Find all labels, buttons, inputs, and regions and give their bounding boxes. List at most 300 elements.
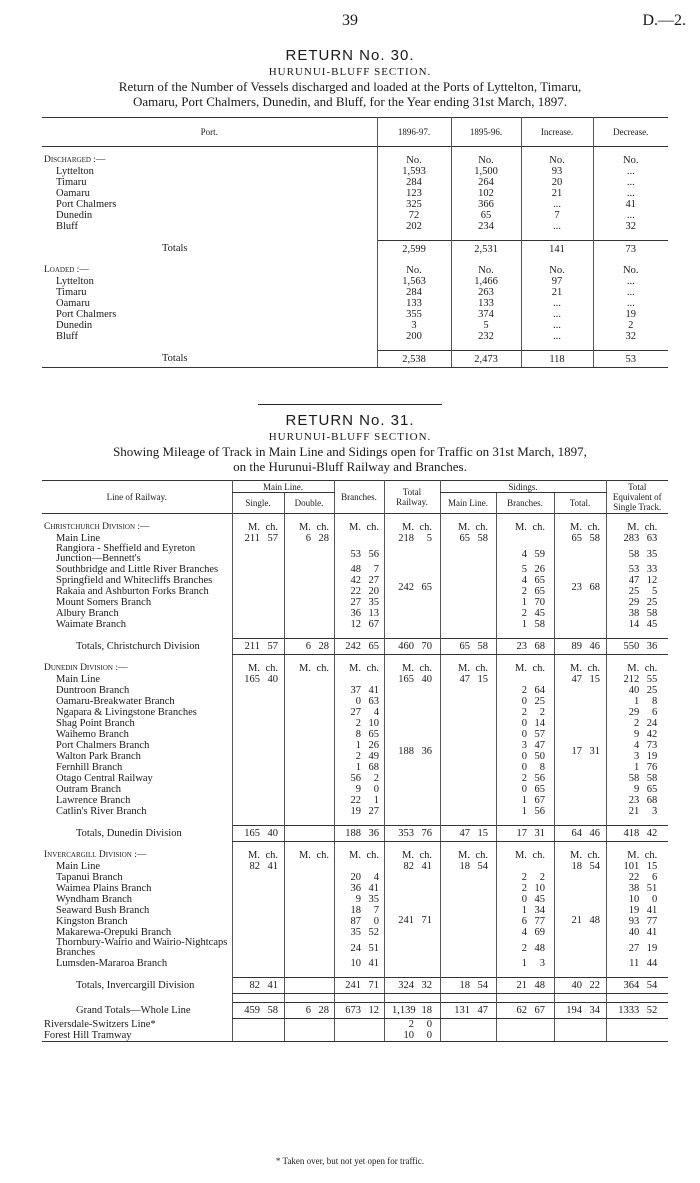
miles-value: 418 (623, 828, 640, 839)
chains-value: 3 (652, 806, 658, 817)
mileage-cell (496, 916, 554, 927)
miles-value: 242 (398, 581, 414, 593)
port-name: Bluff (56, 221, 78, 232)
port-name: Dunedin (56, 320, 93, 331)
miles-value: 1 (355, 740, 361, 751)
miles-value: 364 (623, 980, 640, 991)
mileage-cell (606, 905, 668, 916)
miles-value: 4 (521, 575, 527, 586)
value-y96: 1,466 (451, 276, 521, 287)
mileage-cell (232, 806, 284, 817)
spacer-cell (606, 655, 668, 664)
chains-value: 51 (368, 942, 379, 954)
miles-value: 38 (628, 883, 640, 894)
miles-value: 0 (521, 729, 527, 740)
grand-s_main (440, 1003, 496, 1019)
spacer-cell (451, 232, 521, 241)
mileage-cell (232, 751, 284, 762)
chains-value: 41 (267, 980, 278, 991)
mileage-cell (606, 619, 668, 630)
mileage-cell (232, 894, 284, 905)
table-row (42, 199, 668, 210)
spacer-cell (521, 232, 593, 241)
spacer-cell (42, 817, 232, 826)
mileage-cell (334, 795, 384, 806)
miles-value: 211 (244, 533, 260, 544)
chains-value: 2 (373, 773, 379, 784)
mileage-cell (232, 685, 284, 696)
chains-value: 73 (646, 740, 658, 751)
chains-unit: ch. (532, 850, 545, 861)
value-inc: 97 (521, 276, 593, 287)
chains-value: 58 (646, 773, 658, 784)
spacer-cell (384, 817, 440, 826)
return-30-description (0, 79, 700, 109)
total-single (232, 639, 284, 655)
mileage-cell (606, 751, 668, 762)
value-inc: 21 (521, 287, 593, 298)
col-single: Single. (232, 493, 284, 514)
mileage-cell (606, 894, 668, 905)
miles-value: 0 (521, 784, 527, 795)
miles-value: 241 (398, 915, 414, 926)
chains-value: 33 (646, 564, 658, 575)
line-name: Catlin's River Branch (56, 805, 147, 817)
return-30-table (42, 117, 668, 368)
mileage-cell (232, 773, 284, 784)
miles-unit: M. (248, 663, 260, 674)
miles-value: 53 (628, 564, 640, 575)
miles-value: 47 (571, 674, 582, 685)
miles-value: 23 (516, 641, 527, 652)
return-31-title: RETURN No. 31. (285, 412, 415, 429)
mileage-cell (284, 608, 334, 619)
mileage-cell (606, 696, 668, 707)
empty-cell (440, 1019, 496, 1031)
spacer-row (42, 969, 668, 978)
spacer-cell (42, 969, 232, 978)
miles-value: 29 (628, 707, 640, 718)
units-cell: No. (593, 265, 668, 276)
mileage-cell (606, 674, 668, 685)
miles-value: 27 (350, 707, 361, 718)
spacer-row (42, 257, 668, 265)
units-cell (284, 663, 334, 674)
table-row (42, 298, 668, 309)
line-name: Albury Branch (56, 607, 119, 619)
miles-value: 65 (571, 533, 582, 544)
chains-unit: ch. (532, 663, 545, 674)
empty-cell (606, 1019, 668, 1031)
chains-value: 26 (534, 564, 545, 575)
spacer-cell (284, 842, 334, 851)
mileage-cell (334, 544, 384, 564)
mileage-cell (284, 861, 334, 872)
chains-value: 1 (373, 795, 379, 806)
spacer-cell (42, 994, 232, 1003)
mileage-cell (334, 883, 384, 894)
port-name: Bluff (56, 331, 78, 342)
chains-value: 48 (534, 942, 545, 954)
spacer-cell (440, 994, 496, 1003)
miles-value: 36 (350, 883, 361, 894)
total-branches (334, 978, 384, 994)
return-30-desc-line2: Oamaru, Port Chalmers, Dunedin, and Bluff, for the Year ending 31st March, 1897. (132, 94, 568, 109)
spacer-cell (284, 969, 334, 978)
mileage-cell (232, 927, 284, 938)
chains-value: 48 (534, 980, 545, 991)
table-row (42, 861, 668, 872)
sidings-branch-total-cell (554, 685, 606, 817)
col-sidings-total: Total. (554, 493, 606, 514)
miles-unit: M. (458, 522, 470, 533)
grand-single (232, 1003, 284, 1019)
empty-cell (284, 1030, 334, 1042)
chains-value: 10 (368, 718, 379, 729)
spacer-cell (440, 630, 496, 639)
table-row (42, 166, 668, 177)
mileage-cell (232, 958, 284, 969)
chains-value: 41 (368, 883, 379, 894)
mileage-cell (334, 586, 384, 597)
mileage-cell (606, 872, 668, 883)
mileage-cell (232, 575, 284, 586)
empty-cell (440, 685, 496, 817)
value-dec: 32 (593, 221, 668, 232)
total-s_br (496, 826, 554, 842)
sidings-branch-total-cell (554, 544, 606, 630)
spacer-cell (284, 994, 334, 1003)
spacer-cell (42, 147, 377, 156)
total-branches (334, 639, 384, 655)
chains-value: 40 (267, 674, 278, 685)
miles-value: 4 (521, 927, 527, 938)
miles-value: 188 (345, 828, 361, 839)
miles-value: 241 (345, 980, 361, 991)
miles-unit: M. (515, 522, 527, 533)
miles-value: 101 (623, 861, 640, 872)
grand-totals-label: Grand Totals—Whole Line (76, 1005, 191, 1016)
value-inc: ... (521, 331, 593, 342)
mileage-cell (232, 718, 284, 729)
mileage-cell (496, 685, 554, 696)
value-y96: 374 (451, 309, 521, 320)
total-double (284, 639, 334, 655)
chains-unit: ch. (475, 850, 488, 861)
empty-cell (554, 1019, 606, 1031)
spacer-cell (606, 514, 668, 523)
chains-value: 68 (589, 581, 600, 593)
spacer-cell (606, 817, 668, 826)
total-y97: 2,599 (377, 241, 451, 258)
mileage-cell (334, 958, 384, 969)
chains-value: 15 (646, 861, 658, 872)
mileage-cell (284, 685, 334, 696)
miles-value: 0 (521, 718, 527, 729)
mileage-cell (232, 740, 284, 751)
mileage-cell (334, 927, 384, 938)
value-dec: ... (593, 166, 668, 177)
mileage-cell (284, 773, 334, 784)
chains-value: 5 (652, 586, 658, 597)
col-sidings-main-line: Main Line. (440, 493, 496, 514)
chains-value: 34 (534, 905, 545, 916)
chains-value: 19 (646, 751, 658, 762)
chains-value: 36 (646, 641, 658, 652)
mileage-cell (554, 861, 606, 872)
spacer-cell (496, 630, 554, 639)
chains-value: 44 (646, 958, 658, 969)
chains-value: 7 (373, 905, 379, 916)
value-inc: 93 (521, 166, 593, 177)
chains-value: 52 (368, 927, 379, 938)
spacer-cell (377, 147, 451, 156)
chains-value: 32 (421, 980, 432, 991)
value-y97: 325 (377, 199, 451, 210)
mileage-cell (496, 927, 554, 938)
chains-value: 0 (652, 894, 658, 905)
chains-value: 56 (368, 548, 379, 560)
mileage-cell (284, 718, 334, 729)
chains-value: 54 (589, 861, 600, 872)
table-row (42, 177, 668, 188)
mileage-cell (496, 795, 554, 806)
chains-value: 58 (267, 1005, 278, 1016)
spacer-row (42, 232, 668, 241)
value-y96: 5 (451, 320, 521, 331)
spacer-cell (334, 630, 384, 639)
group-header-row (42, 265, 668, 276)
line-name: Main Line (56, 532, 101, 544)
table-row (42, 276, 668, 287)
line-name: Makarewa-Orepuki Branch (56, 926, 172, 938)
chains-value: 76 (646, 762, 658, 773)
mileage-cell (284, 544, 334, 564)
value-y97: 200 (377, 331, 451, 342)
units-cell (384, 850, 440, 861)
total-single (232, 826, 284, 842)
spacer-cell (521, 342, 593, 351)
chains-value: 15 (477, 674, 488, 685)
mileage-cell (496, 905, 554, 916)
spacer-cell (232, 514, 284, 523)
mileage-cell (606, 586, 668, 597)
total-inc: 141 (521, 241, 593, 258)
col-sidings-branches: Branches. (496, 493, 554, 514)
value-inc: ... (521, 320, 593, 331)
empty-cell (232, 1019, 284, 1031)
spacer-cell (554, 817, 606, 826)
spacer-cell (440, 655, 496, 664)
miles-value: 42 (350, 575, 361, 586)
grand-s_tot (554, 1003, 606, 1019)
chains-value: 51 (646, 883, 658, 894)
units-cell (384, 522, 440, 533)
miles-value: 2 (521, 685, 527, 696)
total-s_tot (554, 639, 606, 655)
miles-value: 9 (355, 894, 361, 905)
mileage-cell (384, 674, 440, 685)
mileage-cell (496, 762, 554, 773)
table-row (42, 872, 668, 883)
mileage-cell (554, 533, 606, 544)
chains-value: 58 (477, 533, 488, 544)
chains-unit: ch. (366, 522, 379, 533)
empty-cell (334, 1019, 384, 1031)
total-s_tot (554, 826, 606, 842)
return-31-desc-line1: Showing Mileage of Track in Main Line and Sidings open for Traffic on 31st March, 1897, (113, 444, 587, 459)
miles-value: 194 (566, 1005, 582, 1016)
spacer-cell (593, 232, 668, 241)
mileage-cell (554, 674, 606, 685)
chains-value: 41 (368, 958, 379, 969)
port-name: Dunedin (56, 210, 93, 221)
value-inc: ... (521, 221, 593, 232)
total-s_br (496, 978, 554, 994)
mileage-cell (606, 958, 668, 969)
chains-value: 54 (646, 980, 658, 991)
spacer-cell (606, 969, 668, 978)
mileage-cell (496, 784, 554, 795)
chains-unit: ch. (419, 663, 432, 674)
spacer-cell (554, 994, 606, 1003)
spacer-cell (384, 655, 440, 664)
chains-value: 35 (646, 548, 658, 560)
units-cell: No. (593, 155, 668, 166)
spacer-cell (232, 969, 284, 978)
mileage-cell (606, 773, 668, 784)
empty-cell (496, 1030, 554, 1042)
spacer-cell (451, 257, 521, 265)
mileage-cell (334, 696, 384, 707)
col-branches: Branches. (334, 481, 384, 514)
total-equiv (606, 978, 668, 994)
miles-value: 38 (628, 608, 640, 619)
miles-value: 3 (521, 740, 527, 751)
chains-value: 58 (646, 608, 658, 619)
units-cell (496, 850, 554, 861)
chains-unit: ch. (316, 850, 329, 861)
mileage-cell (334, 707, 384, 718)
mileage-cell (284, 872, 334, 883)
value-dec: ... (593, 188, 668, 199)
miles-value: 0 (355, 696, 361, 707)
document-reference: D.—2. (642, 12, 686, 29)
units-cell (440, 663, 496, 674)
empty-cell (440, 872, 496, 969)
chains-value: 41 (267, 861, 278, 872)
chains-value: 56 (534, 806, 545, 817)
value-dec: 41 (593, 199, 668, 210)
mileage-cell (384, 1030, 440, 1042)
branch-total-cell (384, 872, 440, 969)
spacer-row (42, 630, 668, 639)
miles-value: 36 (350, 608, 361, 619)
value-y96: 263 (451, 287, 521, 298)
units-cell (334, 663, 384, 674)
units-cell (232, 850, 284, 861)
miles-value: 23 (571, 581, 582, 593)
table-row (42, 221, 668, 232)
chains-value: 52 (646, 1005, 658, 1016)
miles-value: 93 (628, 916, 640, 927)
chains-value: 20 (368, 586, 379, 597)
col-double: Double. (284, 493, 334, 514)
miles-value: 18 (350, 905, 361, 916)
miles-value: 1 (521, 958, 527, 969)
spacer-row (42, 514, 668, 523)
mileage-cell (606, 685, 668, 696)
table-row (42, 544, 668, 564)
chains-value: 2 (539, 872, 545, 883)
chains-unit: ch. (475, 663, 488, 674)
col-1895-96: 1895-96. (451, 118, 521, 147)
division-totals-label: Totals, Invercargill Division (76, 980, 195, 991)
chains-value: 77 (646, 916, 658, 927)
spacer-cell (334, 514, 384, 523)
mileage-cell (496, 729, 554, 740)
units-cell (232, 522, 284, 533)
units-cell (334, 850, 384, 861)
miles-value: 87 (350, 916, 361, 927)
col-port: Port. (200, 127, 218, 137)
chains-value: 65 (534, 784, 545, 795)
chains-value: 15 (589, 674, 600, 685)
port-name: Lyttelton (56, 166, 94, 177)
table-row (42, 210, 668, 221)
empty-cell (606, 1030, 668, 1042)
mileage-cell (496, 586, 554, 597)
miles-value: 12 (350, 619, 361, 630)
mileage-cell (334, 619, 384, 630)
line-name: Thornbury-Wairio and Wairio-Nightcaps Branches (56, 937, 228, 958)
spacer-cell (496, 994, 554, 1003)
miles-value: 2 (355, 751, 361, 762)
chains-value: 46 (589, 828, 600, 839)
mileage-cell (384, 861, 440, 872)
units-cell: No. (377, 155, 451, 166)
miles-value: 131 (454, 1005, 470, 1016)
units-cell (496, 522, 554, 533)
mileage-cell (284, 938, 334, 958)
spacer-cell (42, 514, 232, 523)
empty-cell (284, 1019, 334, 1031)
chains-value: 41 (421, 861, 432, 872)
chains-unit: ch. (644, 522, 658, 533)
chains-value: 24 (646, 718, 658, 729)
chains-value: 0 (426, 1030, 432, 1041)
mileage-cell (284, 729, 334, 740)
mileage-cell (496, 608, 554, 619)
mileage-cell (334, 751, 384, 762)
extra-line-name: Riversdale-Switzers Line* (44, 1018, 156, 1030)
chains-value: 8 (539, 762, 545, 773)
port-name: Oamaru (56, 298, 90, 309)
mileage-cell (606, 927, 668, 938)
miles-value: 17 (516, 828, 527, 839)
miles-value: 19 (628, 905, 640, 916)
mileage-cell (496, 619, 554, 630)
miles-value: 3 (634, 751, 640, 762)
spacer-cell (593, 147, 668, 156)
value-inc: ... (521, 298, 593, 309)
spacer-cell (42, 232, 377, 241)
chains-value: 40 (267, 828, 278, 839)
spacer-cell (554, 842, 606, 851)
chains-value: 0 (373, 916, 379, 927)
miles-unit: M. (299, 850, 311, 861)
chains-value: 35 (368, 597, 379, 608)
